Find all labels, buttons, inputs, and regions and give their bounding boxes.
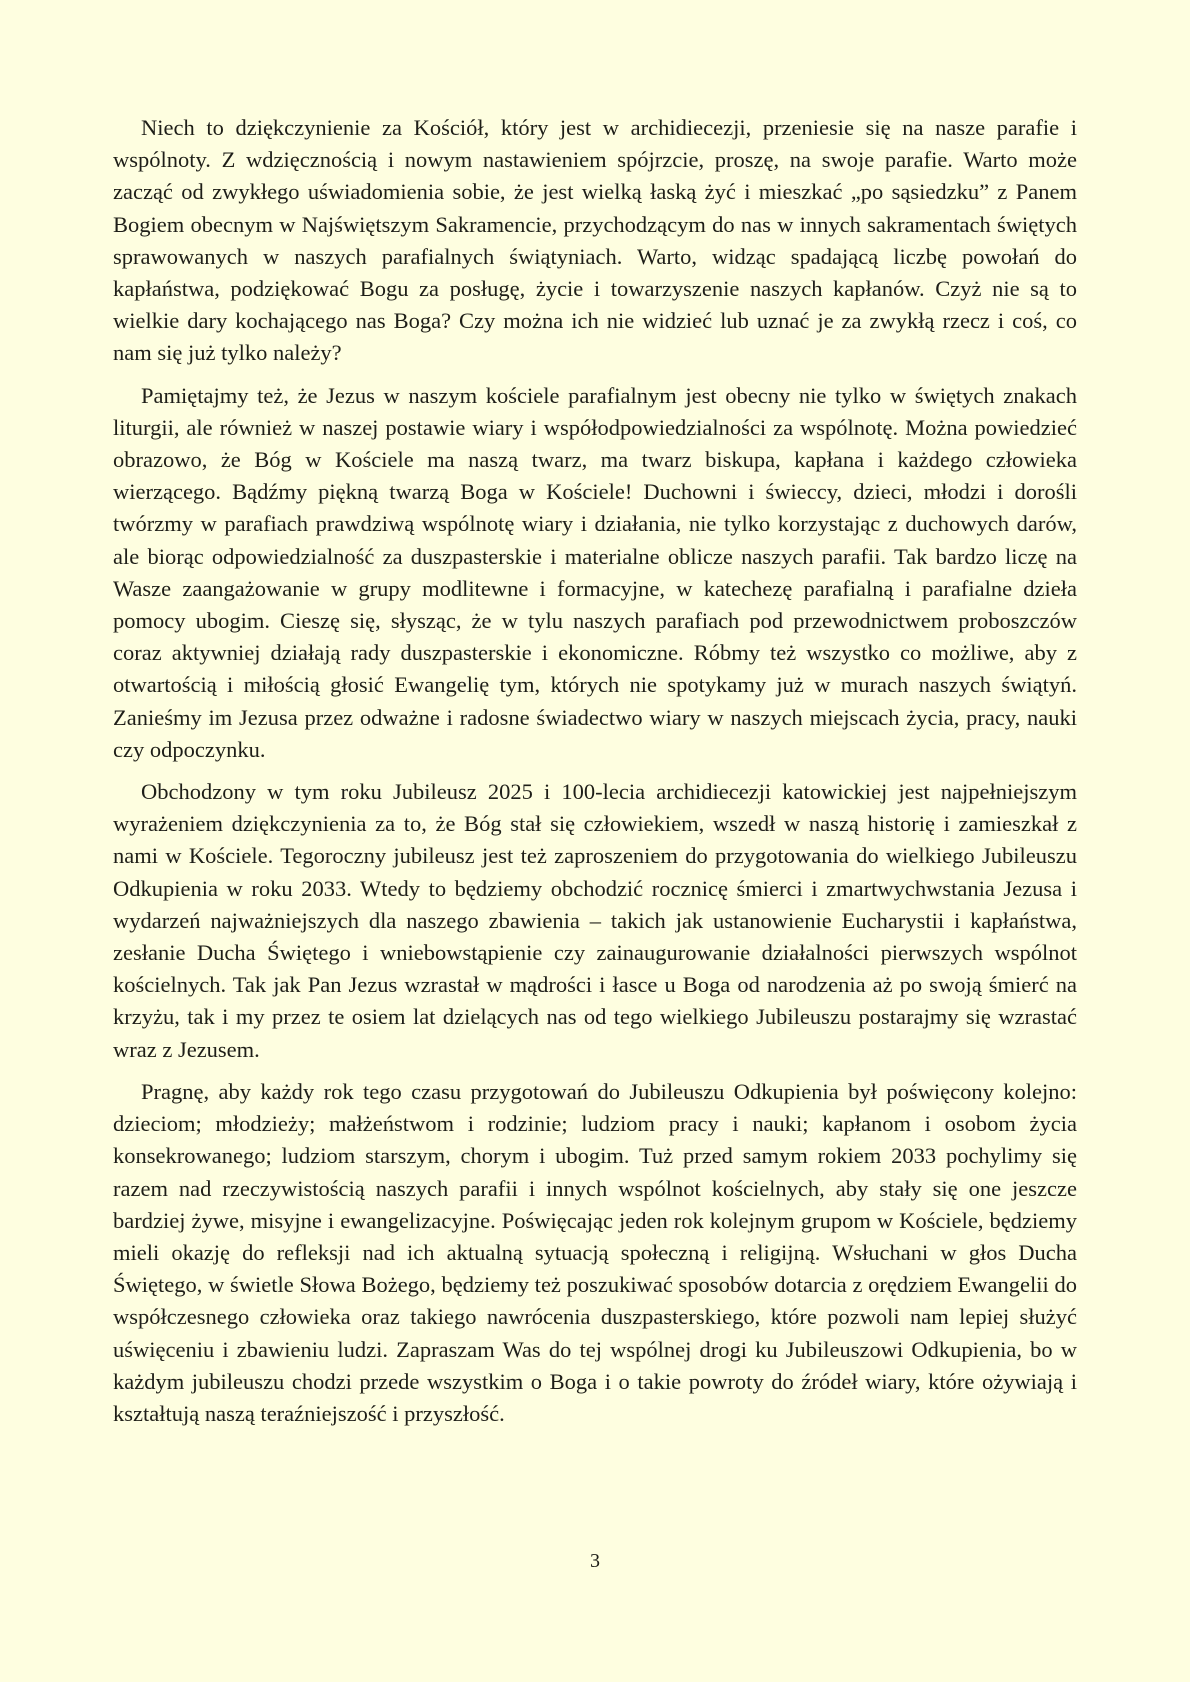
paragraph-redemption-jubilee: Pragnę, aby każdy rok tego czasu przygotowań do Jubileuszu Odkupienia był poświęcony kolejno: dzieciom; młodzieży; małżeństwom i rodzinie; ludziom pracy i nauki; kapłanom i osobom życia konsekrowanego; ludziom starszym, chorym i ubogim. Tuż przed samym rokiem 2033 pochylimy się razem nad rzeczywistością naszych parafii i innych wspólnot kościelnych, aby stały się one jeszcze bardziej żywe, misyjne i ewangelizacyjne. Poświęcając jeden rok kolejnym grupom w Kościele, będziemy mieli okazję do refleksji nad ich aktualną sytuacją społeczną i religijną. Wsłuchani w głos Ducha Świętego, w świetle Słowa Bożego, będziemy też poszukiwać sposobów dotarcia z orędziem Ewangelii do współczesnego człowieka oraz takiego nawrócenia duszpasterskiego, które pozwoli nam lepiej służyć uświęceniu i zbawieniu ludzi. Zapraszam Was do tej wspólnej drogi ku Jubileuszowi Odkupienia, bo w każdym jubileuszu chodzi przede wszystkim o Boga i o takie powroty do źródeł wiary, które ożywiają i kształtują naszą teraźniejszość i przyszłość. <box>113 1078 1077 1426</box>
paragraph-parish-presence: Pamiętajmy też, że Jezus w naszym kościele parafialnym jest obecny nie tylko w świętych znakach liturgii, ale również w naszej postawie wiary i współodpowiedzialności za wspólnotę. Można powiedzieć obrazowo, że Bóg w Kościele ma naszą twarz, ma twarz biskupa, kapłana i każdego człowieka wierzącego. Bądźmy piękną twarzą Boga w Kościele! Duchowni i świeccy, dzieci, młodzi i dorośli twórzmy w parafiach prawdziwą wspólnotę wiary i działania, nie tylko korzystając z duchowych darów, ale biorąc odpowiedzialność za duszpasterskie i materialne oblicze naszych parafii. Tak bardzo liczę na Wasze zaangażowanie w grupy modlitewne i formacyjne, w katechezę parafialną i parafialne dzieła pomocy ubogim. Cieszę się, słysząc, że w tylu naszych parafiach pod przewodnictwem proboszczów coraz aktywniej działają rady duszpasterskie i ekonomiczne. Róbmy też wszystko co możliwe, aby z otwartością i miłością głosić Ewangelię tym, których nie spotykamy już w murach naszych świątyń. Zanieśmy im Jezusa przez odważne i radosne świadectwo wiary w naszych miejscach życia, pracy, nauki czy odpoczynku. <box>113 382 1077 762</box>
document-body <box>113 112 1077 1440</box>
paragraph-thanksgiving: Niech to dziękczynienie za Kościół, który jest w archidiecezji, przeniesie się na nasze parafie i wspólnoty. Z wdzięcznością i nowym nastawieniem spójrzcie, proszę, na swoje parafie. Warto może zacząć od zwykłego uświadomienia sobie, że jest wielką łaską żyć i mieszkać „po sąsiedzku” z Panem Bogiem obecnym w Najświętszym Sakramencie, przychodzącym do nas w innych sakramentach świętych sprawowanych w naszych parafialnych świątyniach. Warto, widząc spadającą liczbę powołań do kapłaństwa, podziękować Bogu za posługę, życie i towarzyszenie naszych kapłanów. Czyż nie są to wielkie dary kochającego nas Boga? Czy można ich nie widzieć lub uznać je za zwykłą rzecz i coś, co nam się już tylko należy? <box>113 115 1077 366</box>
paragraph-jubilee-2025: Obchodzony w tym roku Jubileusz 2025 i 100-lecia archidiecezji katowickiej jest najpełniejszym wyrażeniem dziękczynienia za to, że Bóg stał się człowiekiem, wszedł w naszą historię i zamieszkał z nami w Kościele. Tegoroczny jubileusz jest też zaproszeniem do przygotowania do wielkiego Jubileuszu Odkupienia w roku 2033. Wtedy to będziemy obchodzić rocznicę śmierci i zmartwychwstania Jezusa i wydarzeń najważniejszych dla naszego zbawienia – takich jak ustanowienie Eucharystii i kapłaństwa, zesłanie Ducha Świętego i wniebowstąpienie czy zainaugurowanie działalności pierwszych wspólnot kościelnych. Tak jak Pan Jezus wzrastał w mądrości i łasce u Boga od narodzenia aż po swoją śmierć na krzyżu, tak i my przez te osiem lat dzielących nas od tego wielkiego Jubileuszu postarajmy się wzrastać wraz z Jezusem. <box>113 779 1077 1062</box>
page-number: 3 <box>590 1550 600 1572</box>
